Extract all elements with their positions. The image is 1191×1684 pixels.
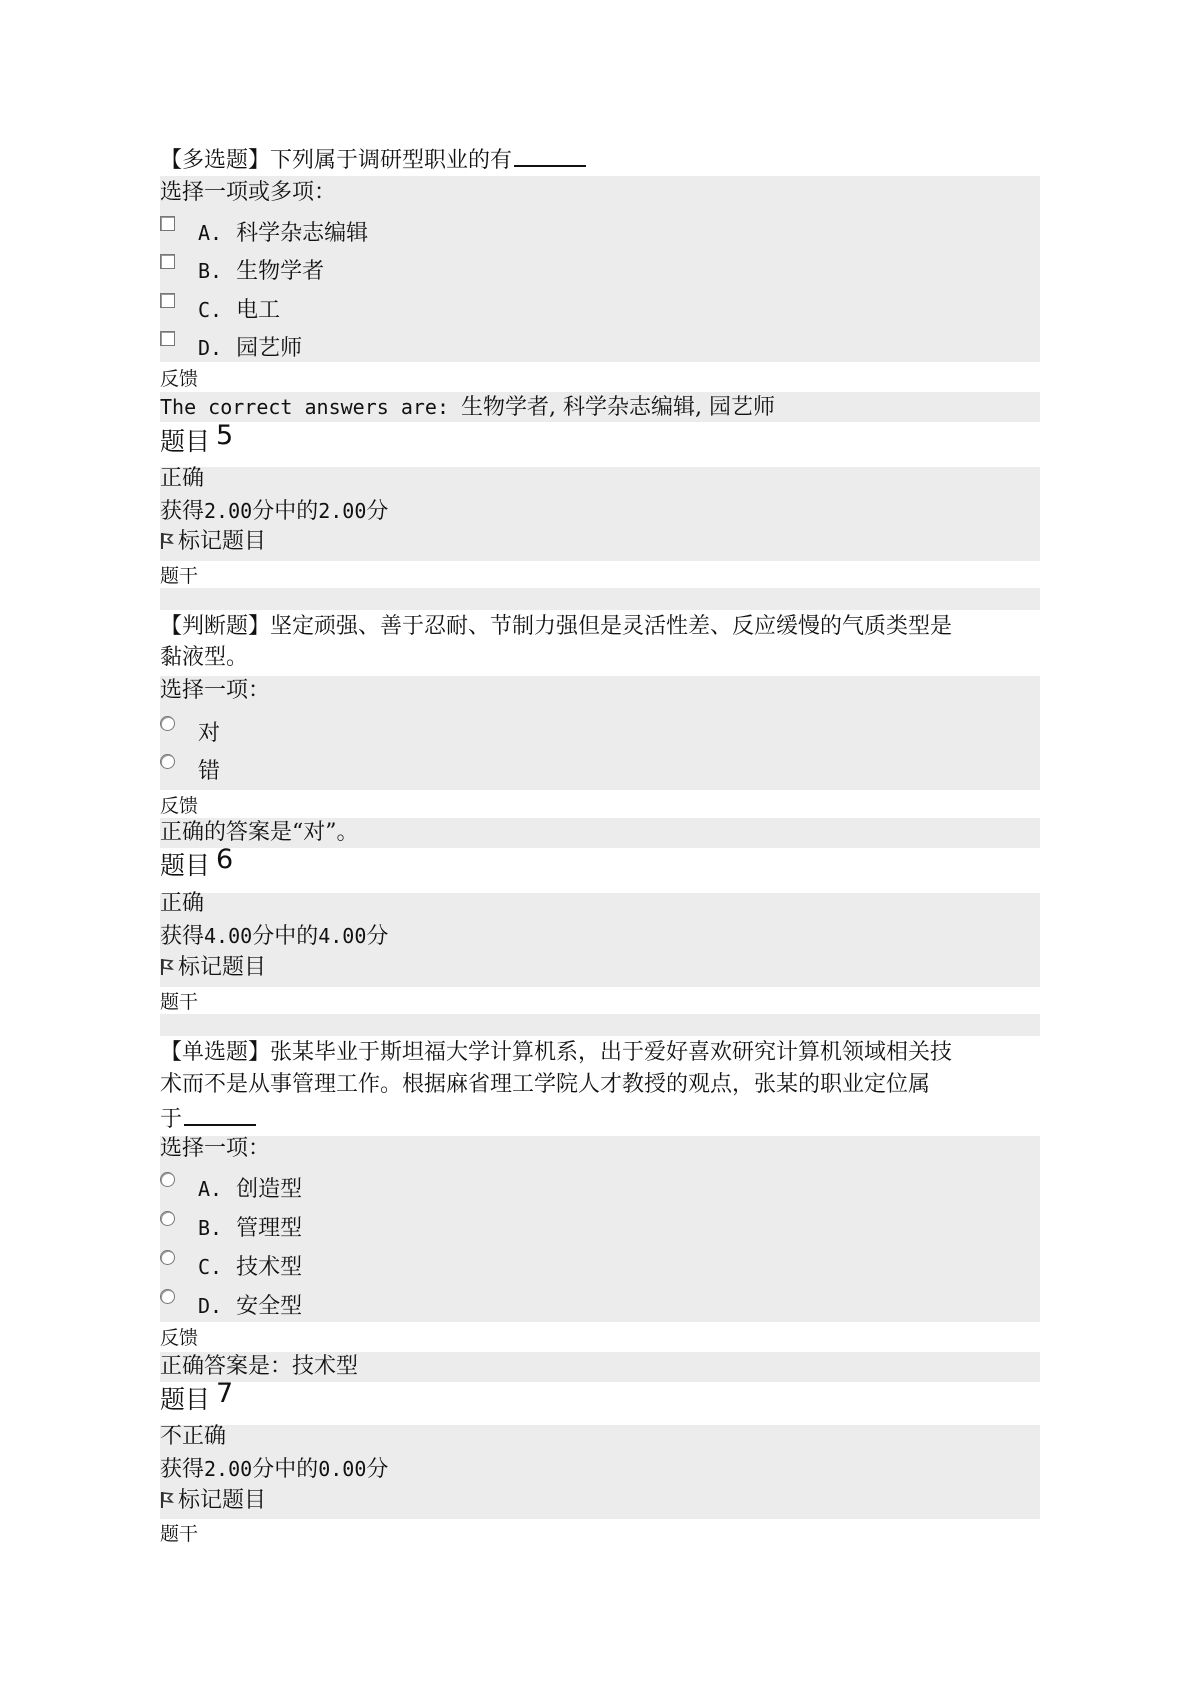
- flag-icon: [160, 532, 174, 550]
- question-title: 题目 5: [160, 420, 234, 456]
- checkbox[interactable]: [160, 293, 175, 308]
- answer-prompt: 选择一项：: [160, 1136, 271, 1161]
- flag-question-link[interactable]: 标记题目: [160, 527, 266, 557]
- answer-block: [160, 676, 1040, 790]
- feedback-text: The correct answers are: 生物学者, 科学杂志编辑, 园艺师: [160, 395, 776, 420]
- flag-question-link[interactable]: 标记题目: [160, 953, 266, 983]
- checkbox[interactable]: [160, 216, 175, 231]
- stem-band: [160, 1014, 1040, 1036]
- checkbox[interactable]: [160, 254, 175, 269]
- question-title: 题目 6: [160, 844, 234, 880]
- answer-blank: [184, 1102, 256, 1126]
- question-4-text: 【多选题】下列属于调研型职业的有: [160, 143, 586, 176]
- radio-button[interactable]: [160, 716, 175, 731]
- question-6-text-line1: 【单选题】张某毕业于斯坦福大学计算机系，出于爱好喜欢研究计算机领域相关技: [160, 1040, 953, 1065]
- question-status: 正确: [160, 466, 205, 491]
- radio-button[interactable]: [160, 1211, 175, 1226]
- answer-prompt: 选择一项或多项：: [160, 180, 337, 205]
- question-6-text-line2: 术而不是从事管理工作。根据麻省理工学院人才教授的观点，张某的职业定位属: [160, 1072, 931, 1097]
- question-status: 不正确: [160, 1424, 227, 1449]
- feedback-label: 反馈: [160, 368, 199, 390]
- answer-prompt: 选择一项：: [160, 678, 271, 703]
- answer-blank: [514, 143, 586, 167]
- radio-button[interactable]: [160, 1289, 175, 1304]
- radio-button[interactable]: [160, 1172, 175, 1187]
- question-6-text-line3: 于: [160, 1102, 256, 1135]
- question-title: 题目 7: [160, 1378, 234, 1414]
- feedback-label: 反馈: [160, 1327, 199, 1349]
- question-5-text-line2: 黏液型。: [160, 645, 249, 670]
- stem-label: 题干: [160, 991, 199, 1013]
- flag-icon: [160, 1491, 174, 1509]
- question-5-text-line1: 【判断题】坚定顽强、善于忍耐、节制力强但是灵活性差、反应缓慢的气质类型是: [160, 614, 953, 639]
- radio-button[interactable]: [160, 754, 175, 769]
- stem-label: 题干: [160, 1523, 199, 1545]
- flag-question-link[interactable]: 标记题目: [160, 1486, 266, 1516]
- question-score: 获得2.00分中的2.00分: [160, 499, 389, 524]
- checkbox[interactable]: [160, 331, 175, 346]
- flag-icon: [160, 958, 174, 976]
- stem-label: 题干: [160, 565, 199, 587]
- question-score: 获得2.00分中的0.00分: [160, 1457, 389, 1482]
- feedback-text: 正确答案是：技术型: [160, 1354, 359, 1379]
- radio-button[interactable]: [160, 1250, 175, 1265]
- stem-band: [160, 588, 1040, 610]
- question-score: 获得4.00分中的4.00分: [160, 924, 389, 949]
- question-status: 正确: [160, 891, 205, 916]
- feedback-text: 正确的答案是“对”。: [160, 820, 359, 845]
- feedback-label: 反馈: [160, 795, 199, 817]
